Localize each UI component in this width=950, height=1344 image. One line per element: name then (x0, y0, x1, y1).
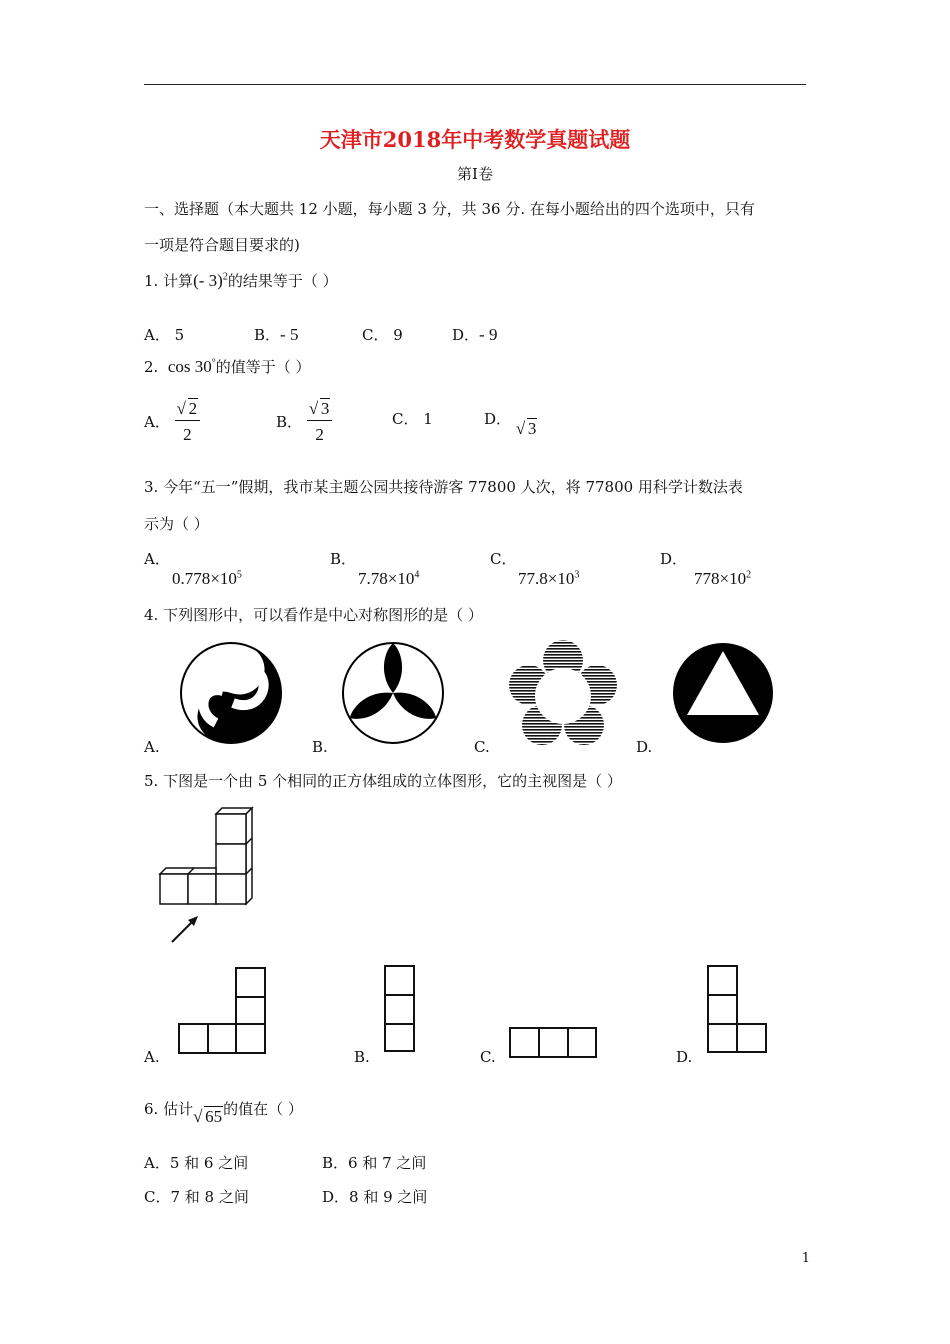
q2-option-a[interactable]: A． √ 2 2 (144, 400, 200, 443)
section-instructions-2: 一项是符合题目要求的) (144, 236, 300, 254)
q4-option-d[interactable]: D. (636, 738, 653, 756)
question-3-line-1: 3. 今年“五一”假期，我市某主题公园共接待游客 77800 人次，将 77800 用科学计数法表 (144, 478, 743, 496)
page-number: 1 (801, 1251, 810, 1266)
question-2: 2. cos 30°的值等于（ ） (144, 357, 311, 376)
figure-cube-stack (156, 804, 260, 944)
q5-option-c[interactable]: C. (480, 1048, 496, 1066)
q1-expression: (- 3)$^2$ (193, 271, 228, 290)
q6-option-c[interactable]: C．7 和 8 之间 (144, 1188, 249, 1206)
fraction: √ 3 2 (307, 400, 333, 443)
sqrt-symbol: √ 65 (193, 1107, 223, 1126)
question-3-line-2: 示为（ ） (144, 515, 209, 533)
question-1: 1. 计算(- 3)$^2$的结果等于（ ） (144, 271, 338, 290)
q2-option-b[interactable]: B． √ 3 2 (276, 400, 332, 443)
q3-option-c[interactable]: C． $77.8\times 10^3$ (490, 550, 580, 588)
volume-label: 第Ⅰ卷 (457, 165, 493, 183)
figure-triskelion (178, 640, 284, 746)
page-title: 天津市2018年中考数学真题试题 (319, 127, 631, 152)
q6-option-b[interactable]: B．6 和 7 之间 (322, 1154, 427, 1172)
section-instructions-1: 一、选择题（本大题共 12 小题，每小题 3 分，共 36 分. 在每小题给出的四个选项中，只有 (144, 200, 755, 218)
question-6: 6. 估计 √ 65的值在（ ） (144, 1100, 303, 1126)
q3-option-d[interactable]: D． $778\times 10^2$ (660, 550, 752, 588)
q5-option-d[interactable]: D. (676, 1048, 693, 1066)
figure-three-petals (340, 640, 446, 752)
view-option-d (706, 964, 770, 1054)
q2-option-d[interactable]: D． √ 3 (484, 410, 537, 438)
q5-option-b[interactable]: B. (354, 1048, 370, 1066)
fraction: √ 2 2 (175, 400, 201, 443)
q5-option-a[interactable]: A. (144, 1048, 160, 1066)
figure-striped-flower (508, 644, 618, 748)
header-rule (144, 84, 806, 85)
sqrt-symbol: √ 2 (176, 399, 198, 418)
q3-option-a[interactable]: A． $0.778\times 10^5$ (144, 550, 242, 588)
q1-option-b[interactable]: B．- 5 (254, 325, 299, 344)
q4-option-c[interactable]: C. (474, 738, 490, 756)
question-4: 4. 下列图形中，可以看作是中心对称图形的是（ ） (144, 606, 483, 624)
q2-expression: cos 30° (167, 357, 216, 376)
view-option-c (508, 1026, 598, 1060)
q4-option-b[interactable]: B. (312, 738, 328, 756)
q3-option-b[interactable]: B． $7.78\times 10^4$ (330, 550, 420, 588)
view-option-a (178, 966, 268, 1056)
q6-option-a[interactable]: A．5 和 6 之间 (144, 1154, 249, 1172)
sqrt-symbol: √ 3 (308, 399, 330, 418)
q1-option-a[interactable]: A． 5 (144, 326, 185, 344)
figure-triangle-in-circle (670, 640, 776, 746)
question-5: 5. 下图是一个由 5 个相同的正方体组成的立体图形，它的主视图是（ ） (144, 772, 622, 790)
view-option-b (383, 964, 417, 1054)
q6-option-d[interactable]: D．8 和 9 之间 (322, 1188, 428, 1206)
q2-option-c[interactable]: C． 1 (392, 410, 433, 428)
q1-option-c[interactable]: C． 9 (362, 326, 403, 344)
q4-option-a[interactable]: A. (144, 738, 160, 756)
sqrt-symbol: √ 3 (515, 419, 537, 438)
q1-option-d[interactable]: D．- 9 (452, 325, 498, 344)
